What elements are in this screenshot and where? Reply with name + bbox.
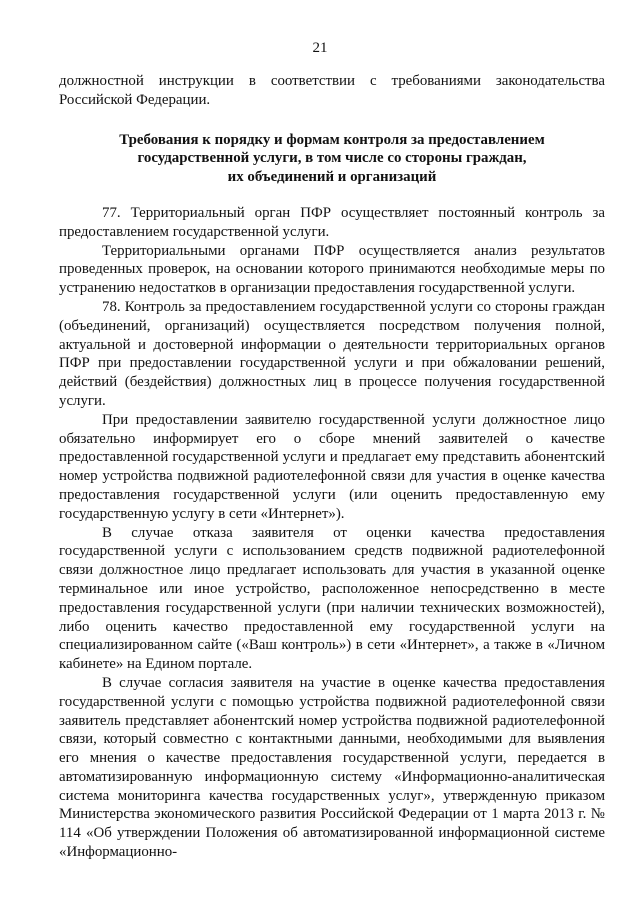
document-body [59, 72, 605, 862]
paragraph-refusal: В случае отказа заявителя от оценки качества предоставления государственной услуги с использованием средств подвижной радиотелефонной связи должностное лицо предлагает использовать для участия в указанной оценке терминальное или иное устройство, расположенное непосредственно в месте предоставления государственной услуги (при наличии технических возможностей), либо оценить качество предоставленной ему государственной услуги на специализированном сайте («Ваш контроль») в сети «Интернет», а также в «Личном кабинете» на Едином портале. [59, 524, 605, 673]
section-heading [59, 131, 605, 187]
paragraph-77: 77. Территориальный орган ПФР осуществляет постоянный контроль за предоставлением государственной услуги. [59, 204, 605, 240]
page-number: 21 [312, 40, 328, 56]
paragraph-continuation: должностной инструкции в соответствии с требованиями законодательства Российской Федерации. [59, 73, 605, 108]
heading-line: Требования к порядку и формам контроля за предоставлением [119, 131, 545, 148]
paragraph-informing: При предоставлении заявителю государственной услуги должностное лицо обязательно информирует его о сборе мнений заявителей о качестве предоставленной государственной услуги и предлагает ему представить абонентский номер устройства подвижной радиотелефонной связи для участия в оценке качества предоставления государственной услуги (или оценить предоставленную ему государственную услугу в сети «Интернет»). [59, 411, 605, 522]
paragraph-78: 78. Контроль за предоставлением государственной услуги со стороны граждан (объединений, организаций) осуществляется посредством получения полной, актуальной и достоверной информации о деятельности территориальных органов ПФР при предоставлении государственной услуги и при обжаловании решений, действий (бездействия) должностных лиц в процессе получения государственной услуги. [59, 298, 605, 409]
heading-line: их объединений и организаций [227, 169, 437, 186]
paragraph-consent: В случае согласия заявителя на участие в оценке качества предоставления государственной услуги с помощью устройства подвижной радиотелефонной связи заявитель представляет абонентский номер устройства подвижной радиотелефонной связи, который совместно с контактными данными, необходимыми для выявления его мнения о качестве предоставления государственной услуги, передается в автоматизированную информационную систему «Информационно-аналитическая система мониторинга качества государственных услуг», утвержденную приказом Министерства экономического развития Российской Федерации от 1 марта 2013 г. № 114 «Об утверждении Положения об автоматизированной информационной системе «Информационно- [59, 674, 605, 861]
paragraph-analysis: Территориальными органами ПФР осуществляется анализ результатов проведенных проверок, на основании которого принимаются необходимые меры по устранению недостатков в организации предоставления государственной услуги. [59, 242, 605, 297]
heading-line: государственной услуги, в том числе со стороны граждан, [137, 150, 527, 167]
